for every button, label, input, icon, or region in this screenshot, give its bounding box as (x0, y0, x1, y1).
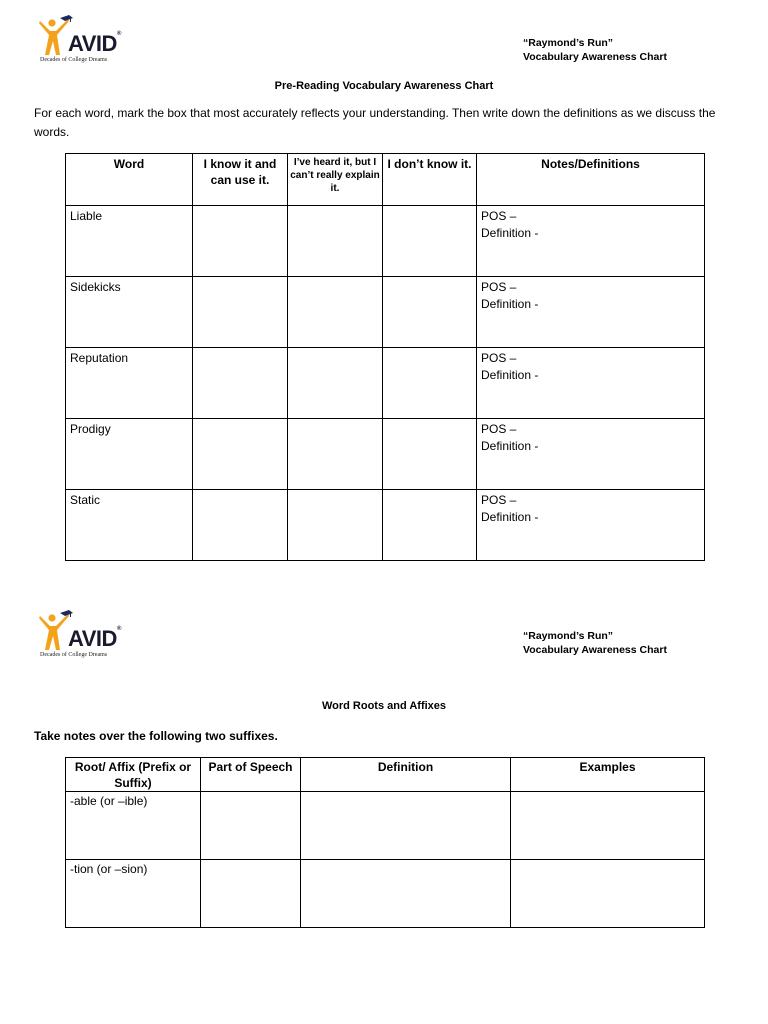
page-title: Word Roots and Affixes (321, 700, 447, 712)
page-title: Pre-Reading Vocabulary Awareness Chart (274, 80, 494, 92)
definition-label: Definition - (481, 226, 539, 240)
word-cell: Liable (66, 206, 193, 277)
table-row (66, 860, 705, 928)
table-row (66, 348, 705, 419)
chart-name: Vocabulary Awareness Chart (523, 51, 667, 63)
word-cell: Prodigy (66, 419, 193, 490)
avid-tagline: Decades of College Dreams (40, 57, 108, 63)
notes-cell[interactable] (477, 419, 705, 490)
know-it-checkbox[interactable] (193, 419, 288, 490)
affix-cell: -tion (or –sion) (66, 860, 201, 928)
know-it-checkbox[interactable] (193, 277, 288, 348)
dont-know-checkbox[interactable] (383, 277, 477, 348)
word-roots-table (65, 757, 705, 928)
pos-label: POS – (481, 422, 517, 436)
avid-tagline: Decades of College Dreams (40, 652, 108, 658)
part-of-speech-cell[interactable] (201, 860, 301, 928)
examples-cell[interactable] (511, 792, 705, 860)
col-root-affix: Root/ Affix (Prefix or Suffix) (66, 758, 201, 792)
definition-label: Definition - (481, 510, 539, 524)
header-title-block (523, 36, 667, 64)
heard-it-checkbox[interactable] (288, 490, 383, 561)
table-row (66, 792, 705, 860)
col-dont-know: I don’t know it. (383, 154, 477, 206)
instructions: Take notes over the following two suffixes. (34, 729, 278, 743)
col-word: Word (66, 154, 193, 206)
chart-name: Vocabulary Awareness Chart (523, 644, 667, 656)
avid-logo (38, 610, 130, 660)
definition-label: Definition - (481, 297, 539, 311)
pos-label: POS – (481, 493, 517, 507)
table-row (66, 490, 705, 561)
instructions: For each word, mark the box that most accurately reflects your understanding. Then write down the definitions as we discuss the words. (34, 106, 716, 139)
col-heard-it: I’ve heard it, but I can’t really explain it. (288, 154, 383, 206)
pos-label: POS – (481, 209, 517, 223)
avid-logo (38, 15, 130, 65)
heard-it-checkbox[interactable] (288, 348, 383, 419)
word-cell: Sidekicks (66, 277, 193, 348)
avid-brand: AVID® (68, 626, 121, 651)
know-it-checkbox[interactable] (193, 490, 288, 561)
col-part-of-speech: Part of Speech (201, 758, 301, 792)
table-header-row (66, 758, 705, 792)
definition-cell[interactable] (301, 792, 511, 860)
dont-know-checkbox[interactable] (383, 206, 477, 277)
heard-it-checkbox[interactable] (288, 419, 383, 490)
know-it-checkbox[interactable] (193, 206, 288, 277)
definition-label: Definition - (481, 439, 539, 453)
know-it-checkbox[interactable] (193, 348, 288, 419)
definition-cell[interactable] (301, 860, 511, 928)
story-title: “Raymond’s Run” (523, 630, 614, 642)
notes-cell[interactable] (477, 490, 705, 561)
pos-label: POS – (481, 280, 517, 294)
notes-cell[interactable] (477, 206, 705, 277)
dont-know-checkbox[interactable] (383, 419, 477, 490)
table-row (66, 277, 705, 348)
definition-label: Definition - (481, 368, 539, 382)
header-title-block (523, 629, 667, 657)
col-notes: Notes/Definitions (477, 154, 705, 206)
notes-cell[interactable] (477, 277, 705, 348)
story-title: “Raymond’s Run” (523, 37, 614, 49)
col-definition: Definition (301, 758, 511, 792)
col-know-it: I know it and can use it. (193, 154, 288, 206)
avid-brand: AVID® (68, 31, 121, 56)
affix-cell: -able (or –ible) (66, 792, 201, 860)
word-cell: Static (66, 490, 193, 561)
vocabulary-awareness-table (65, 153, 705, 561)
heard-it-checkbox[interactable] (288, 206, 383, 277)
heard-it-checkbox[interactable] (288, 277, 383, 348)
notes-cell[interactable] (477, 348, 705, 419)
dont-know-checkbox[interactable] (383, 348, 477, 419)
table-row (66, 206, 705, 277)
dont-know-checkbox[interactable] (383, 490, 477, 561)
part-of-speech-cell[interactable] (201, 792, 301, 860)
examples-cell[interactable] (511, 860, 705, 928)
pos-label: POS – (481, 351, 517, 365)
table-header-row (66, 154, 705, 206)
table-row (66, 419, 705, 490)
word-cell: Reputation (66, 348, 193, 419)
col-examples: Examples (511, 758, 705, 792)
